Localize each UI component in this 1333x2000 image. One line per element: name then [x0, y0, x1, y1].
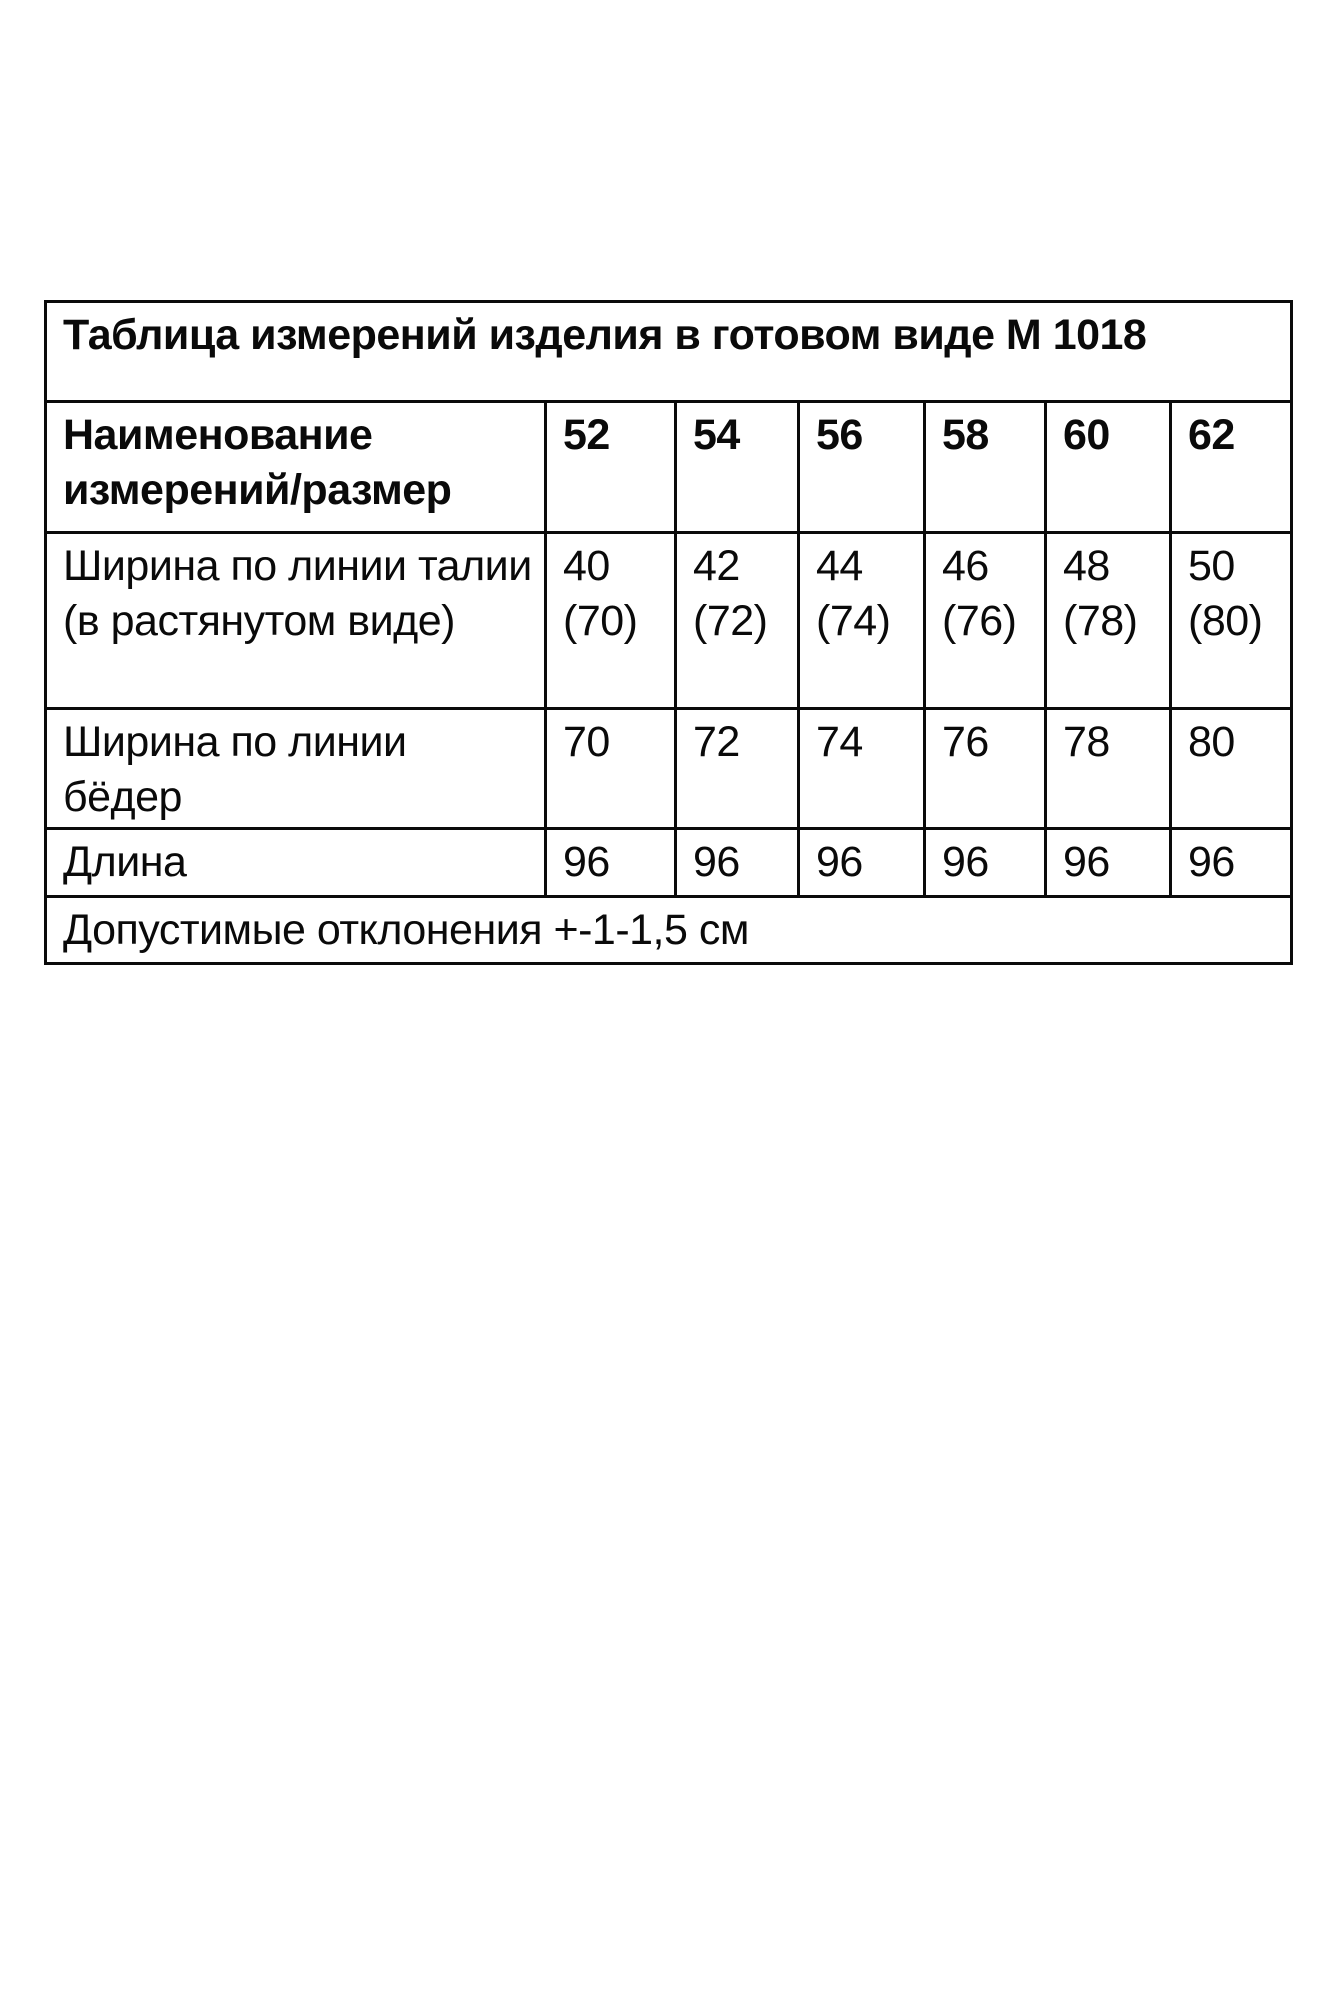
hips-value-62: 80 — [1171, 709, 1292, 829]
table-footer-row — [46, 897, 1292, 964]
size-column-60: 60 — [1046, 402, 1171, 533]
waist-value-58: 46 (76) — [925, 533, 1046, 709]
hips-value-56: 74 — [799, 709, 925, 829]
waist-value-60: 48 (78) — [1046, 533, 1171, 709]
waist-value-54: 42 (72) — [676, 533, 799, 709]
waist-value-56: 44 (74) — [799, 533, 925, 709]
table-row-length — [46, 829, 1292, 897]
length-value-62: 96 — [1171, 829, 1292, 897]
hips-value-54: 72 — [676, 709, 799, 829]
table-header-row — [46, 402, 1292, 533]
length-value-60: 96 — [1046, 829, 1171, 897]
size-column-56: 56 — [799, 402, 925, 533]
row-label-waist: Ширина по линии талии (в растянутом виде) — [46, 533, 546, 709]
row-label-length: Длина — [46, 829, 546, 897]
length-value-56: 96 — [799, 829, 925, 897]
table-row-hips — [46, 709, 1292, 829]
size-column-52: 52 — [546, 402, 676, 533]
header-name-label: Наименование измерений/размер — [46, 402, 546, 533]
size-column-58: 58 — [925, 402, 1046, 533]
size-column-62: 62 — [1171, 402, 1292, 533]
length-value-58: 96 — [925, 829, 1046, 897]
hips-value-52: 70 — [546, 709, 676, 829]
hips-value-60: 78 — [1046, 709, 1171, 829]
table-title: Таблица измерений изделия в готовом виде М 1018 — [46, 302, 1292, 402]
size-measurement-table — [44, 300, 1293, 965]
length-value-52: 96 — [546, 829, 676, 897]
tolerance-note: Допустимые отклонения +-1-1,5 см — [46, 897, 1292, 964]
waist-value-62: 50 (80) — [1171, 533, 1292, 709]
size-column-54: 54 — [676, 402, 799, 533]
table-title-row — [46, 302, 1292, 402]
length-value-54: 96 — [676, 829, 799, 897]
table-row-waist — [46, 533, 1292, 709]
hips-value-58: 76 — [925, 709, 1046, 829]
waist-value-52: 40 (70) — [546, 533, 676, 709]
row-label-hips: Ширина по линии бёдер — [46, 709, 546, 829]
